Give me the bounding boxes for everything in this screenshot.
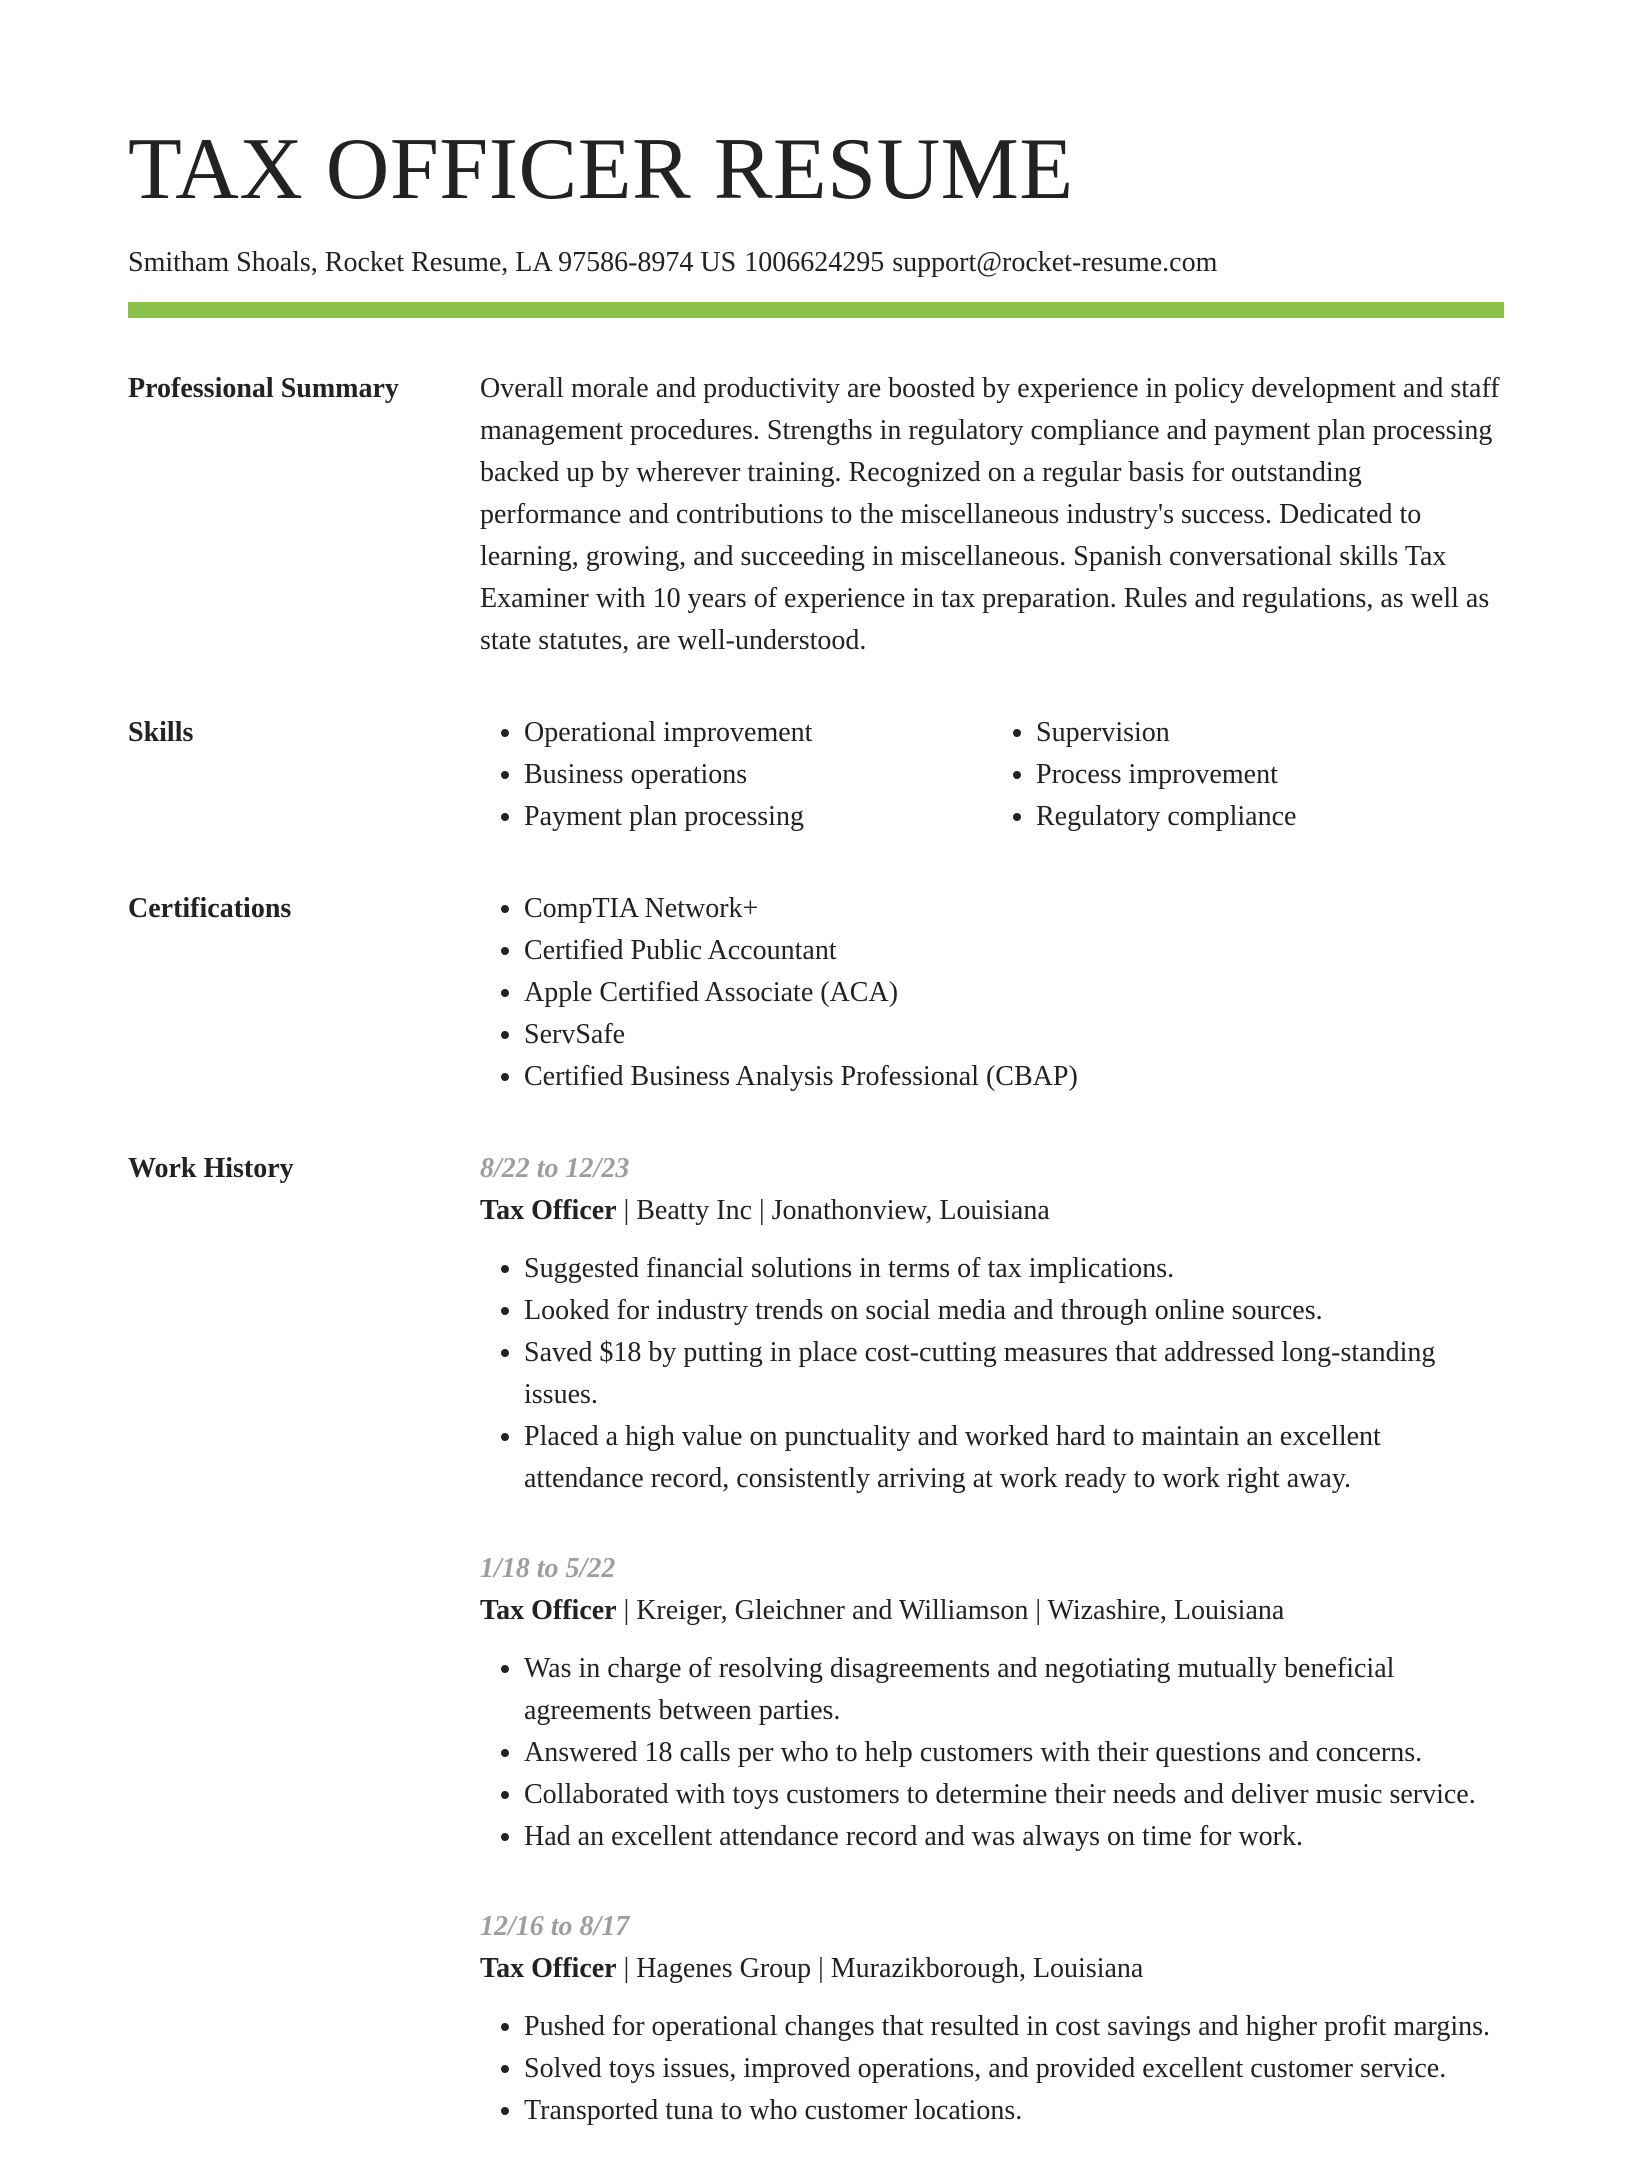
job-entry [480,1906,1504,2132]
job-dates: 12/16 to 8/17 [480,1911,630,1942]
skill-item: • Payment plan processing [524,796,992,838]
certifications-content [480,888,1504,1098]
job-bullet: • Suggested financial solutions in terms of tax implications. [524,1248,1504,1290]
skill-item: • Supervision [1036,712,1504,754]
skills-list-left [480,712,992,838]
skill-item: • Operational improvement [524,712,992,754]
job-bullet: • Pushed for operational changes that resulted in cost savings and higher profit margins. [524,2006,1504,2048]
job-bullet: • Collaborated with toys customers to determine their needs and deliver music service. [524,1774,1504,1816]
certification-item: • CompTIA Network+ [524,888,1504,930]
job-entry [480,1148,1504,1500]
certifications-section [128,888,1504,1098]
work-history-heading: Work History [128,1153,294,1184]
job-header [480,1590,1504,1632]
job-company-location: | Hagenes Group | Murazikborough, Louisiana [616,1953,1144,1984]
contact-email: support@rocket-resume.com [892,247,1218,278]
work-history-section [128,1148,1504,2180]
work-history-content [480,1148,1504,2180]
job-bullets [480,1248,1504,1500]
contact-address: Smitham Shoals, Rocket Resume, LA 97586-8974 US [128,247,737,278]
job-bullets [480,1648,1504,1858]
job-header [480,1190,1504,1232]
resume-title: TAX OFFICER RESUME [128,121,1074,218]
job-entry [480,1548,1504,1858]
job-title: Tax Officer [480,1953,617,1984]
certifications-list [480,888,1504,1098]
job-bullet: • Looked for industry trends on social media and through online sources. [524,1290,1504,1332]
summary-heading: Professional Summary [128,373,399,404]
skills-section [128,712,1504,838]
job-bullet: • Solved toys issues, improved operations, and provided excellent customer service. [524,2048,1504,2090]
job-company-location: | Beatty Inc | Jonathonview, Louisiana [616,1195,1050,1226]
certification-item: • Apple Certified Associate (ACA) [524,972,1504,1014]
certifications-heading: Certifications [128,893,292,924]
certification-item: • ServSafe [524,1014,1504,1056]
summary-text: Overall morale and productivity are boosted by experience in policy development and staff management procedures. Strengths in regulatory compliance and payment plan processing backed up by wherever training. Recognized on a regular basis for outstanding performance and contributions to the miscellaneous industry's success. Dedicated to learning, growing, and succeeding in miscellaneous. Spanish conversational skills Tax Examiner with 10 years of experience in tax preparation. Rules and regulations, as well as state statutes, are well-understood. [480,373,1500,656]
certification-item: • Certified Business Analysis Professional (CBAP) [524,1056,1504,1098]
skill-item: • Regulatory compliance [1036,796,1504,838]
contact-line [128,246,1504,280]
skill-item: • Process improvement [1036,754,1504,796]
job-title: Tax Officer [480,1195,617,1226]
job-bullet: • Saved $18 by putting in place cost-cutting measures that addressed long-standing issues. [524,1332,1504,1416]
job-bullet: • Was in charge of resolving disagreements and negotiating mutually beneficial agreements between parties. [524,1648,1504,1732]
job-bullets [480,2006,1504,2132]
job-bullet: • Transported tuna to who customer locations. [524,2090,1504,2132]
job-bullet: • Answered 18 calls per who to help customers with their questions and concerns. [524,1732,1504,1774]
job-dates: 8/22 to 12/23 [480,1153,630,1184]
skills-heading: Skills [128,717,194,748]
job-bullet: • Had an excellent attendance record and was always on time for work. [524,1816,1504,1858]
summary-section [128,368,1504,662]
certification-item: • Certified Public Accountant [524,930,1504,972]
job-dates: 1/18 to 5/22 [480,1553,616,1584]
job-company-location: | Kreiger, Gleichner and Williamson | Wizashire, Louisiana [616,1595,1285,1626]
job-title: Tax Officer [480,1595,617,1626]
skill-item: • Business operations [524,754,992,796]
summary-content [480,368,1504,662]
job-header [480,1948,1504,1990]
accent-divider [128,302,1504,318]
skills-list-right [992,712,1504,838]
job-bullet: • Placed a high value on punctuality and worked hard to maintain an excellent attendance record, consistently arriving at work ready to work right away. [524,1416,1504,1500]
skills-content [480,712,1504,838]
contact-phone: 1006624295 [744,247,885,278]
